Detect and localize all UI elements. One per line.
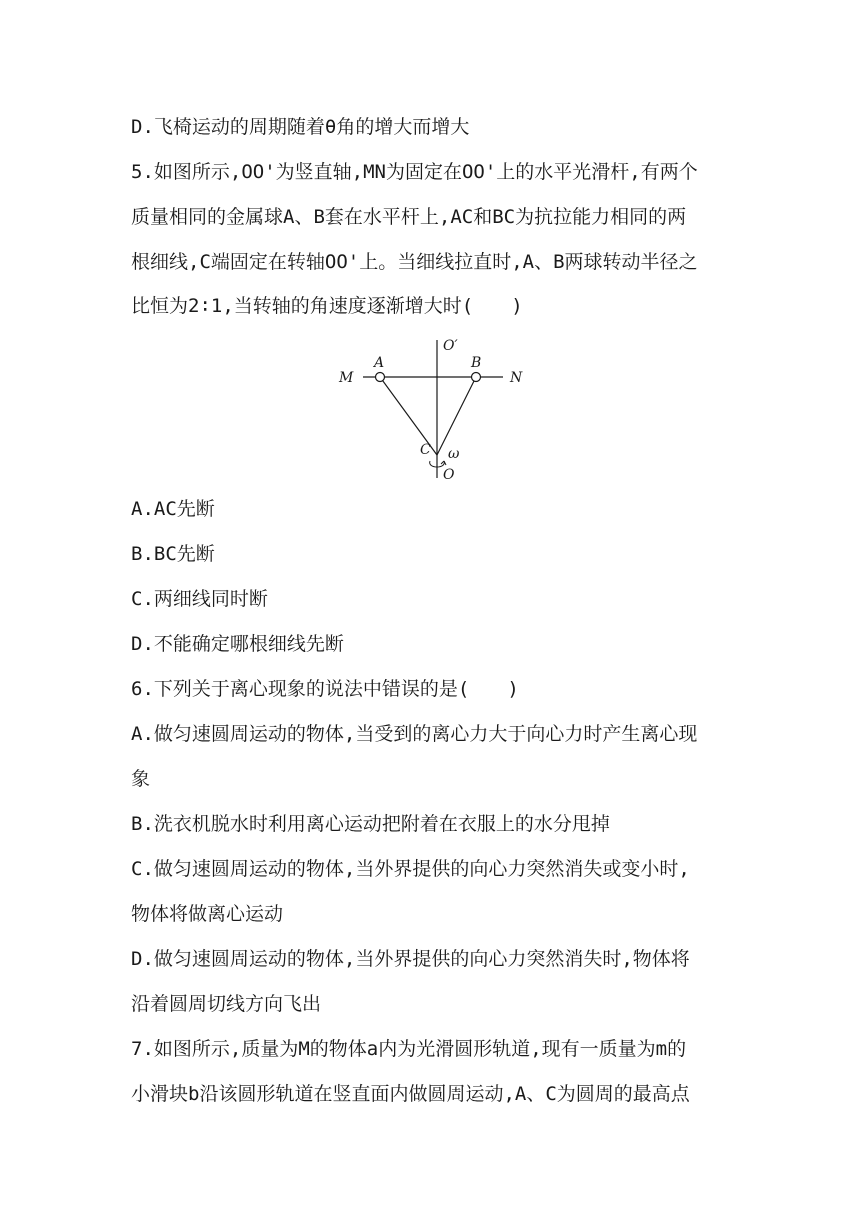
- rotating-rod-diagram: [330, 330, 530, 490]
- option-c-q5: C.两细线同时断: [131, 588, 268, 610]
- option-d-q5: D.不能确定哪根细线先断: [131, 633, 344, 655]
- option-c-q6-line-1: C.做匀速圆周运动的物体,当外界提供的向心力突然消失或变小时,: [131, 858, 690, 880]
- option-a-q6-line-2: 象: [131, 768, 151, 790]
- question-5-stem-line-4: 比恒为2∶1,当转轴的角速度逐渐增大时( ): [131, 295, 523, 317]
- option-d-q6-line-1: D.做匀速圆周运动的物体,当外界提供的向心力突然消失时,物体将: [131, 948, 690, 970]
- label-o: O: [443, 467, 455, 483]
- string-bc: [437, 377, 476, 455]
- option-b-q5: B.BC先断: [131, 543, 215, 565]
- label-m: M: [339, 370, 354, 386]
- ball-a: [376, 373, 385, 382]
- label-a: A: [374, 355, 385, 371]
- option-b-q6: B.洗衣机脱水时利用离心运动把附着在衣服上的水分甩掉: [131, 813, 610, 835]
- label-o-prime: O′: [443, 338, 458, 354]
- option-d-q4: D.飞椅运动的周期随着θ角的增大而增大: [131, 116, 470, 138]
- option-c-q6-line-2: 物体将做离心运动: [131, 903, 284, 925]
- question-7-stem-line-2: 小滑块b沿该圆形轨道在竖直面内做圆周运动,A、C为圆周的最高点: [131, 1083, 690, 1105]
- option-a-q5: A.AC先断: [131, 498, 215, 520]
- label-omega: ω: [448, 446, 460, 462]
- question-5-stem-line-2: 质量相同的金属球A、B套在水平杆上,AC和BC为抗拉能力相同的两: [131, 206, 687, 228]
- label-n: N: [510, 370, 523, 386]
- label-b: B: [471, 355, 482, 371]
- option-a-q6-line-1: A.做匀速圆周运动的物体,当受到的离心力大于向心力时产生离心现: [131, 723, 698, 745]
- option-d-q6-line-2: 沿着圆周切线方向飞出: [131, 993, 322, 1015]
- question-5-stem-line-1: 5.如图所示,OO'为竖直轴,MN为固定在OO'上的水平光滑杆,有两个: [131, 161, 698, 183]
- question-7-stem-line-1: 7.如图所示,质量为M的物体a内为光滑圆形轨道,现有一质量为m的: [131, 1038, 687, 1060]
- label-c: C: [420, 442, 431, 458]
- question-6-stem: 6.下列关于离心现象的说法中错误的是( ): [131, 678, 519, 700]
- question-5-stem-line-3: 根细线,C端固定在转轴OO'上。当细线拉直时,A、B两球转动半径之: [131, 251, 698, 273]
- ball-b: [472, 373, 481, 382]
